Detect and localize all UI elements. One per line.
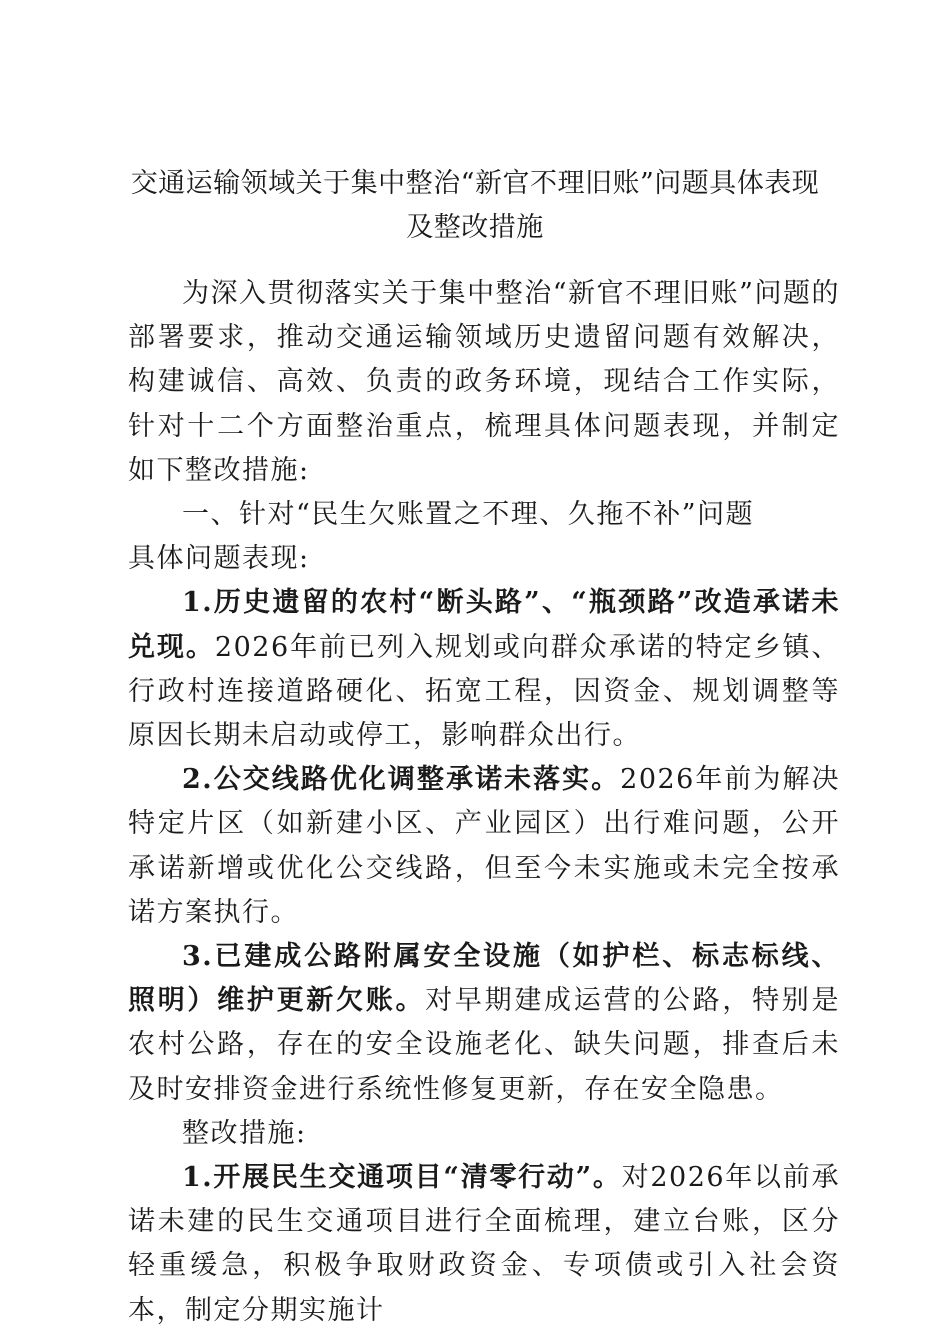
document-body <box>128 272 840 1333</box>
document-title: 交通运输领域关于集中整治“新官不理旧账”问题具体表现及整改措施 <box>130 168 820 243</box>
problem-item-3-heading: 3.已建成公路附属安全设施（如护栏、标志标线、照明）维护更新欠账。 <box>128 941 840 1017</box>
measure-item-1 <box>128 1156 840 1333</box>
measures-label: 整改措施: <box>182 1117 307 1149</box>
problem-item-3-text: 对早期建成运营的公路，特别是农村公路，存在的安全设施老化、缺失问题，排查后未及时安排资金进行系统性修复更新，存在安全隐患。 <box>128 985 841 1105</box>
problem-item-1-heading: 1.历史遗留的农村“断头路”、“瓶颈路”改造承诺未兑现。 <box>128 587 840 663</box>
measure-item-1-heading: 1.开展民生交通项目“清零行动”。 <box>182 1162 622 1194</box>
measure-item-1-text: 对2026年以前承诺未建的民生交通项目进行全面梳理，建立台账，区分轻重缓急，积极争取财政资金、专项债或引入社会资本，制定分期实施计 <box>128 1162 841 1326</box>
problem-item-2-text: 2026年前为解决特定片区（如新建小区、产业园区）出行难问题，公开承诺新增或优化公交线路，但至今未实施或未完全按承诺方案执行。 <box>128 764 841 928</box>
problem-item-2-heading: 2.公交线路优化调整承诺未落实。 <box>182 764 621 796</box>
problem-item-1 <box>128 581 840 758</box>
problem-item-1-text: 2026年前已列入规划或向群众承诺的特定乡镇、行政村连接道路硬化、拓宽工程，因资金、规划调整等原因长期未启动或停工，影响群众出行。 <box>128 631 840 752</box>
problems-label: 具体问题表现: <box>128 543 310 575</box>
problem-item-2 <box>128 758 840 935</box>
section-heading: 一、针对“民生欠账置之不理、久拖不补”问题 <box>182 499 755 531</box>
problem-item-3 <box>128 935 840 1112</box>
intro-paragraph: 为深入贯彻落实关于集中整治“新官不理旧账”问题的部署要求，推动交通运输领域历史遗留问题有效解决，构建诚信、高效、负责的政务环境，现结合工作实际，针对十二个方面整治重点，梳理具体问题表现，并制定如下整改措施: <box>128 278 840 486</box>
